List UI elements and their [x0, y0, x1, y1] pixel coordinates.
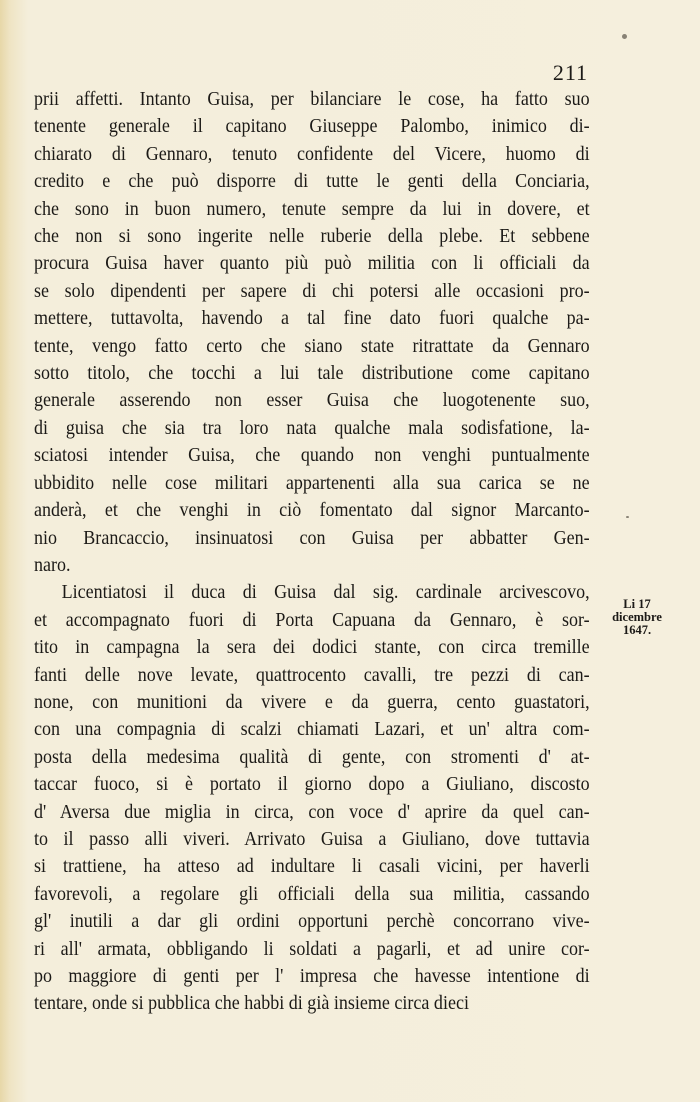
text-line: che sono in buon numero, tenute sempre da lui in dovere, et [34, 198, 590, 220]
text-line: chiarato di Gennaro, tenuto confidente del Vicere, huomo di [34, 143, 590, 165]
text-line: tentare, onde si pubblica che habbi di già insieme circa dieci [34, 993, 469, 1015]
text-line: tito in campagna la sera dei dodici stante, con circa tremille [34, 637, 590, 659]
text-line: et accompagnato fuori di Porta Capuana da Gennaro, è sor- [34, 609, 590, 631]
text-line: tenente generale il capitano Giuseppe Palombo, inimico di- [34, 116, 590, 138]
text-line: d' Aversa due miglia in circa, con voce d' aprire da quel can- [34, 801, 590, 823]
text-line: sotto titolo, che tocchi a lui tale distributione come capitano [34, 363, 590, 385]
text-line: favorevoli, a regolare gli officiali della sua militia, cassando [34, 883, 590, 905]
page-number: 211 [552, 60, 588, 85]
text-line: sciatosi intender Guisa, che quando non venghi puntualmente [34, 445, 590, 467]
text-line: che non si sono ingerite nelle ruberie della plebe. Et sebbene [34, 226, 590, 248]
text-line: ri all' armata, obbligando li soldati a pagarli, et ad unire cor- [34, 938, 590, 960]
paper-speck [622, 34, 627, 39]
paper-speck [626, 516, 629, 518]
text-line: mettere, tuttavolta, havendo a tal fine dato fuori qualche pa- [34, 308, 590, 330]
text-line: po maggiore di genti per l' impresa che havesse intentione di [34, 966, 590, 987]
text-line: nio Brancaccio, insinuatosi con Guisa per abbatter Gen- [34, 527, 590, 549]
text-line: di guisa che sia tra loro nata qualche mala sodisfatione, la- [34, 417, 590, 439]
text-line: se solo dipendenti per sapere di chi potersi alle occasioni pro- [34, 280, 590, 302]
text-line: none, con munitioni da vivere e da guerra, cento guastatori, [34, 691, 590, 713]
text-line: con una compagnia di scalzi chiamati Lazari, et un' altra com- [34, 719, 590, 741]
text-line: fanti delle nove levate, quattrocento cavalli, tre pezzi di can- [34, 664, 590, 686]
text-line: gl' inutili a dar gli ordini opportuni perchè concorrano vive- [34, 911, 590, 933]
text-line: ubbidito nelle cose militari appartenenti alla sua carica se ne [34, 472, 590, 494]
text-line: naro. [34, 554, 71, 576]
text-line: to il passo alli viveri. Arrivato Guisa a Giuliano, dove tuttavia [34, 828, 590, 850]
text-line: tente, vengo fatto certo che siano state ritrattate da Gennaro [34, 335, 590, 357]
body-text [34, 86, 590, 1018]
text-line: credito e che può disporre di tutte le genti della Conciaria, [34, 171, 590, 193]
text-line: Licentiatosi il duca di Guisa dal sig. cardinale arcivescovo, [61, 582, 590, 604]
text-line: procura Guisa haver quanto più può militia con li officiali da [34, 253, 590, 275]
margin-note-line: dicembre [612, 610, 662, 624]
margin-note-line: 1647. [622, 623, 652, 637]
text-line: anderà, et che venghi in ciò fomentato dal signor Marcanto- [34, 500, 590, 522]
margin-note-line: Li 17 [623, 597, 651, 611]
text-line: posta della medesima qualità di gente, con stromenti d' at- [34, 746, 590, 768]
text-line: generale asserendo non esser Guisa che luogotenente suo, [34, 390, 590, 412]
paragraph-1 [34, 86, 590, 579]
paragraph-2 [34, 579, 590, 1018]
margin-date-note [606, 598, 668, 637]
text-line: si trattiene, ha atteso ad indultare li casali vicini, per haverli [34, 856, 590, 878]
text-line: prii affetti. Intanto Guisa, per bilanciare le cose, ha fatto suo [34, 89, 590, 110]
text-line: taccar fuoco, si è portato il giorno dopo a Giuliano, discosto [34, 774, 590, 796]
